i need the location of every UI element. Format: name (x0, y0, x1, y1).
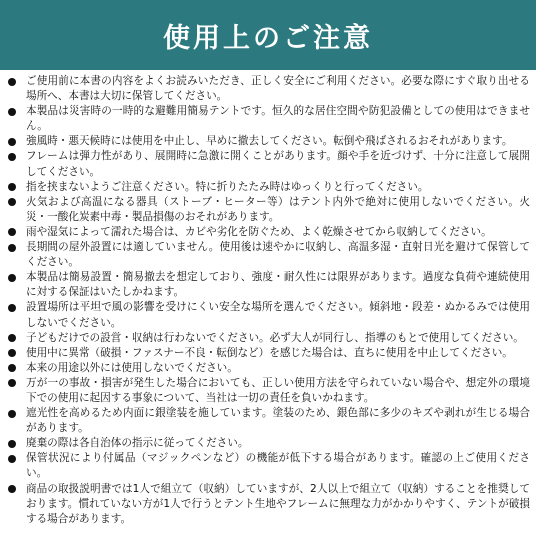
notice-text: 使用中に異常（破損・ファスナー不良・転倒など）を感じた場合は、直ちに使用を中止してください。 (26, 346, 513, 359)
notice-item (8, 225, 530, 240)
notice-text: 指を挟まないようご注意ください。特に折りたたみ時はゆっくりと行ってください。 (26, 180, 429, 193)
bullet-icon (8, 138, 16, 146)
page-title: 使用上のご注意 (163, 22, 373, 54)
bullet-icon (8, 364, 16, 372)
notice-item (8, 240, 530, 270)
bullet-icon (8, 455, 16, 463)
notice-item (8, 270, 530, 300)
bullet-icon (8, 183, 16, 191)
notice-item (8, 149, 530, 179)
bullet-icon (8, 244, 16, 252)
bullet-icon (8, 334, 16, 342)
notice-text: 設置場所は平坦で風の影響を受けにくい安全な場所を選んでください。傾斜地・段差・ぬかるみでは使用しないでください。 (26, 301, 530, 329)
notice-item (8, 361, 530, 376)
notice-text: 本製品は災害時の一時的な避難用簡易テントです。恒久的な居住空間や防犯設備としての使用はできません。 (26, 105, 530, 133)
notice-item (8, 451, 530, 481)
bullet-icon (8, 304, 16, 312)
notice-text: 万が一の事故・損害が発生した場合においても、正しい使用方法を守られていない場合や、想定外の環境下での使用に起因する事象について、当社は一切の責任を負いかねます。 (26, 376, 530, 404)
notice-item (8, 406, 530, 436)
bullet-icon (8, 153, 16, 161)
notice-item (8, 104, 530, 134)
notice-item (8, 300, 530, 330)
notice-item (8, 346, 530, 361)
bullet-icon (8, 274, 16, 282)
notice-item (8, 331, 530, 346)
notice-text: 本製品は簡易設置・簡易撤去を想定しており、強度・耐久性には限界があります。過度な負荷や連続使用に対する保証はいたしかねます。 (26, 271, 530, 299)
notice-item (8, 195, 530, 225)
notice-text: 商品の取扱説明書では1人で組立て（収納）していますが、2人以上で組立て（収納）することを推奨しております。慣れていない方が1人で行うとテント生地やフレームに無理な力がかかりやすく、テントが破損する場合があります。 (26, 482, 530, 525)
bullet-icon (8, 485, 16, 493)
notice-item (8, 482, 530, 527)
notice-text: 雨や湿気によって濡れた場合は、カビや劣化を防ぐため、よく乾燥させてから収納してください。 (26, 225, 492, 238)
notice-text: 廃棄の際は各自治体の指示に従ってください。 (26, 437, 249, 450)
notice-text: フレームは弾力性があり、展開時に急激に開くことがあります。顔や手を近づけず、十分に注意して展開してください。 (26, 150, 530, 178)
notice-item (8, 74, 530, 104)
title-banner (0, 0, 536, 70)
notice-text: ご使用前に本書の内容をよくお読みいただき、正しく安全にご利用ください。必要な際にすぐ取り出せる場所へ、本書は大切に保管してください。 (26, 75, 530, 103)
bullet-icon (8, 228, 16, 236)
bullet-icon (8, 349, 16, 357)
notice-text: 保管状況により付属品（マジックペンなど）の機能が低下する場合があります。確認の上ご使用ください。 (26, 452, 530, 480)
notice-list (8, 74, 530, 527)
bullet-icon (8, 78, 16, 86)
notice-item (8, 134, 530, 149)
notice-item (8, 180, 530, 195)
bullet-icon (8, 410, 16, 418)
notice-text: 強風時・悪天候時には使用を中止し、早めに撤去してください。転倒や飛ばされるおそれがあります。 (26, 135, 513, 148)
notice-item (8, 376, 530, 406)
bullet-icon (8, 379, 16, 387)
notice-text: 子どもだけでの設営・収納は行わないでください。必ず大人が同行し、指導のもとで使用してください。 (26, 331, 524, 344)
bullet-icon (8, 440, 16, 448)
notice-text: 長期間の屋外設置には適していません。使用後は速やかに収納し、高温多湿・直射日光を避けて保管してください。 (26, 241, 530, 269)
bullet-icon (8, 108, 16, 116)
notice-text: 本来の用途以外には使用しないでください。 (26, 361, 238, 374)
notice-text: 遮光性を高めるため内面に銀塗装を施しています。塗装のため、銀色部に多少のキズや剥れが生じる場合があります。 (26, 407, 530, 435)
notice-item (8, 436, 530, 451)
notice-text: 火気および高温になる器具（ストーブ・ヒーター等）はテント内外で絶対に使用しないでください。火災・一酸化炭素中毒・製品損傷のおそれがあります。 (26, 195, 530, 223)
bullet-icon (8, 198, 16, 206)
